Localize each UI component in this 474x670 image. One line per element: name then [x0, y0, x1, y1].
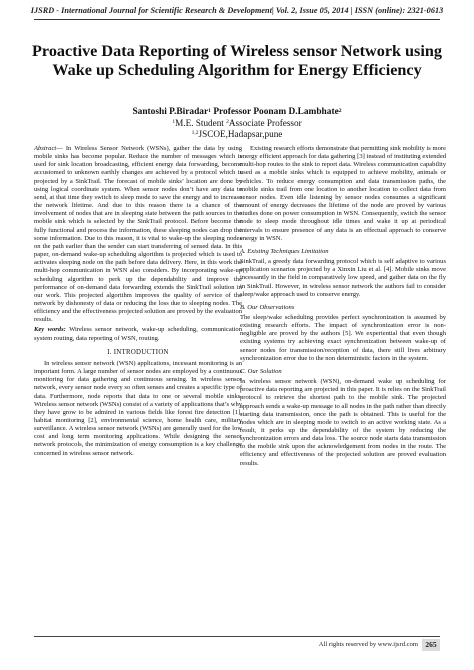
- keywords-label: Key words:: [34, 326, 66, 334]
- subsection-c-text: In wireless sensor network (WSN), on-demand wake up scheduling for proactive data reporting are projected in this paper. It is relies on the SinkTrail protocol to retrieve the shortest path to the mobile sink. The projected approach sends a wake-up message to all nodes in the path rather than directly starting data transmission, once the path is obtained. This is useful for the nodes which are in sleeping mode to switch to an active working state. As a result, it perks up the dependability of the system by reducing the synchronization errors and data loss. The source node starts data transmission to the mobile sink upon the acknowledgement from nodes in the route. The efficiency and effectiveness of the projected solution are proved evaluation results.: [240, 378, 446, 467]
- author-2: Professor Poonam D.Lambhate: [213, 107, 339, 117]
- section-heading-introduction: I. INTRODUCTION: [107, 348, 169, 356]
- affil-role2-sup: 2: [226, 119, 229, 125]
- abstract-text: — In Wireless Sensor Network (WSNs), gather the data by using mobile sinks has become popular. Reduce the number of messages which is used for sink location broadcasting, efficient energy data forwarding, become accustomed to unknown earthly changes are achieved by a protocol which is projected by a SinkTrail. The forecast of mobile sinks’ location are done by using logical coordinate system. When sensor nodes don’t have any data to send, at that time they switch to sleep mode to save the energy and to increase the network lifetime. And due to this reason there is a chance of the involvement of nodes that are in sleeping state between the path sources to the mobile sink which is selected by the SinkTrail protocol. Before become the fully functional and process the information, these sleeping nodes can drop the some information. Due to this reason, it is vital to wake-up the sleeping nodes on the path earlier than the sender can start transferring of sensed data. In this paper, on-demand wake-up scheduling algorithm is projected which is used to activates sleeping node on the path before data delivery. Here, in this work the multi-hop communication in WSN also considers. By incorporating wake-up scheduling algorithm to perk up the dependability and improve the performance of on-demand data forwarding extends the SinkTrail solution in our work. This projected algorithm improves the quality of service of the network by dishonesty of data or reducing the loss due to sleeping nodes. The efficiency and the effectiveness projected solution are proved by the evaluation results.: [34, 145, 242, 324]
- author-2-sup: 2: [338, 108, 342, 114]
- right-column: [240, 145, 446, 468]
- page-number: 265: [422, 639, 440, 651]
- affil-role1: M.E. Student: [175, 118, 227, 128]
- affiliation-roles: [30, 118, 444, 129]
- footer-rule: [34, 636, 440, 637]
- right-paragraph-1: Existing research efforts demonstrate that permitting sink mobility is more energy efficient approach for data gathering [3] instead of instituting extended multi-hop routes to the sink to report data. Wireless communication capability used as a mobile sinks which is equipped to achieve mobility, animals or vehicles. To reduce energy consumption and data transmission paths, the mobile sinks trail from one location to another location to collect data from sensor nodes. Even idle listening by sensor nodes consumes a significant amount of energy decreases the lifetime of the node are proved by various studies done on power consumption in WSN. Consequently, switch the sensor node to sleep mode throughout idle times and wake it up at periodical intervals to ensure presence of any data is an effectual approach to conserve energy in WSN.: [240, 145, 446, 242]
- journal-header-text: IJSRD - International Journal for Scientific Research & Development| Vol. 2, Issue 05, 2014 | ISSN (online): 2321-0613: [30, 6, 444, 15]
- author-1: Santoshi P.Biradar: [132, 107, 209, 117]
- keywords-text: Wireless sensor network, wake-up scheduling, communication system routing, data reporting of WSN, routing.: [34, 326, 242, 342]
- subsection-a-text: SinkTrail, a greedy data forwarding protocol which is self adaptive to various application scenarios projected by a Xinxin Liu et al. [4]. Mobile sinks move incessantly in the field in comparatively low speed, and gather data on the fly in SinkTrail. However, in wireless sensor network the authors fail to consider sleep/wake approach used to conserve energy.: [240, 258, 446, 298]
- journal-header: [0, 0, 474, 24]
- subsection-b-text: The sleep/wake scheduling provides perfect synchronization is assumed by existing research efforts. The impact of synchronization error is non-negligible are proved by the authors [5]. We experiential that even though existing systems try achieving exact synchronization between wake-up of sensor nodes for transmission/reception of data, there still lives arbitrary synchronization error due to the non deterministic factors in the system.: [240, 313, 446, 362]
- paper-title: Proactive Data Reporting of Wireless sensor Network using Wake up Scheduling Algorithm for Energy Efficiency: [32, 42, 442, 79]
- abstract-label: Abstract: [34, 145, 57, 152]
- affil-inst: JSCOE,Hadapsar,pune: [198, 129, 283, 139]
- affil-role2: Associate Professor: [228, 118, 302, 128]
- author-1-sup: 1: [208, 108, 211, 114]
- author-line: [30, 107, 444, 118]
- subsection-heading-c: C. Our Solution: [240, 367, 282, 375]
- header-rule: [34, 19, 440, 20]
- introduction-paragraph: In wireless sensor network (WSN) applications, incessant monitoring is an important form. A large number of sensor nodes are employed by a continuous monitoring for data gathering and continuous sensing. In wireless sensor network, every sensor node every so often senses and creates a specific type of data. Furthermore, node reports that data to one or several mobile sinks. Wireless sensor network (WSNs) consist of a variety of applications that’s why they have grow to be admired in various fields like forest fire detection [1], habitat monitoring [2], environmental science, home health care, military surveillance. A wireless sensor network (WSNs) are generally used for the low cost and long term monitoring applications. While designing the sensor network protocols, the minimization of energy consumption is a key challenge concerned in wireless sensor network.: [34, 359, 242, 457]
- affiliation-institution: [30, 129, 444, 140]
- abstract: [34, 145, 242, 324]
- subsection-heading-a: A. Existing Techniques Limitation: [240, 247, 329, 255]
- affil-inst-sup: 1,2: [191, 130, 199, 136]
- subsection-heading-b: B. Our Observations: [240, 303, 295, 311]
- footer-rights: All rights reserved by www.ijsrd.com: [318, 641, 418, 648]
- affil-role1-sup: 1: [172, 119, 176, 125]
- left-column: [34, 145, 242, 458]
- page-footer: [0, 636, 474, 670]
- keywords: [34, 326, 242, 342]
